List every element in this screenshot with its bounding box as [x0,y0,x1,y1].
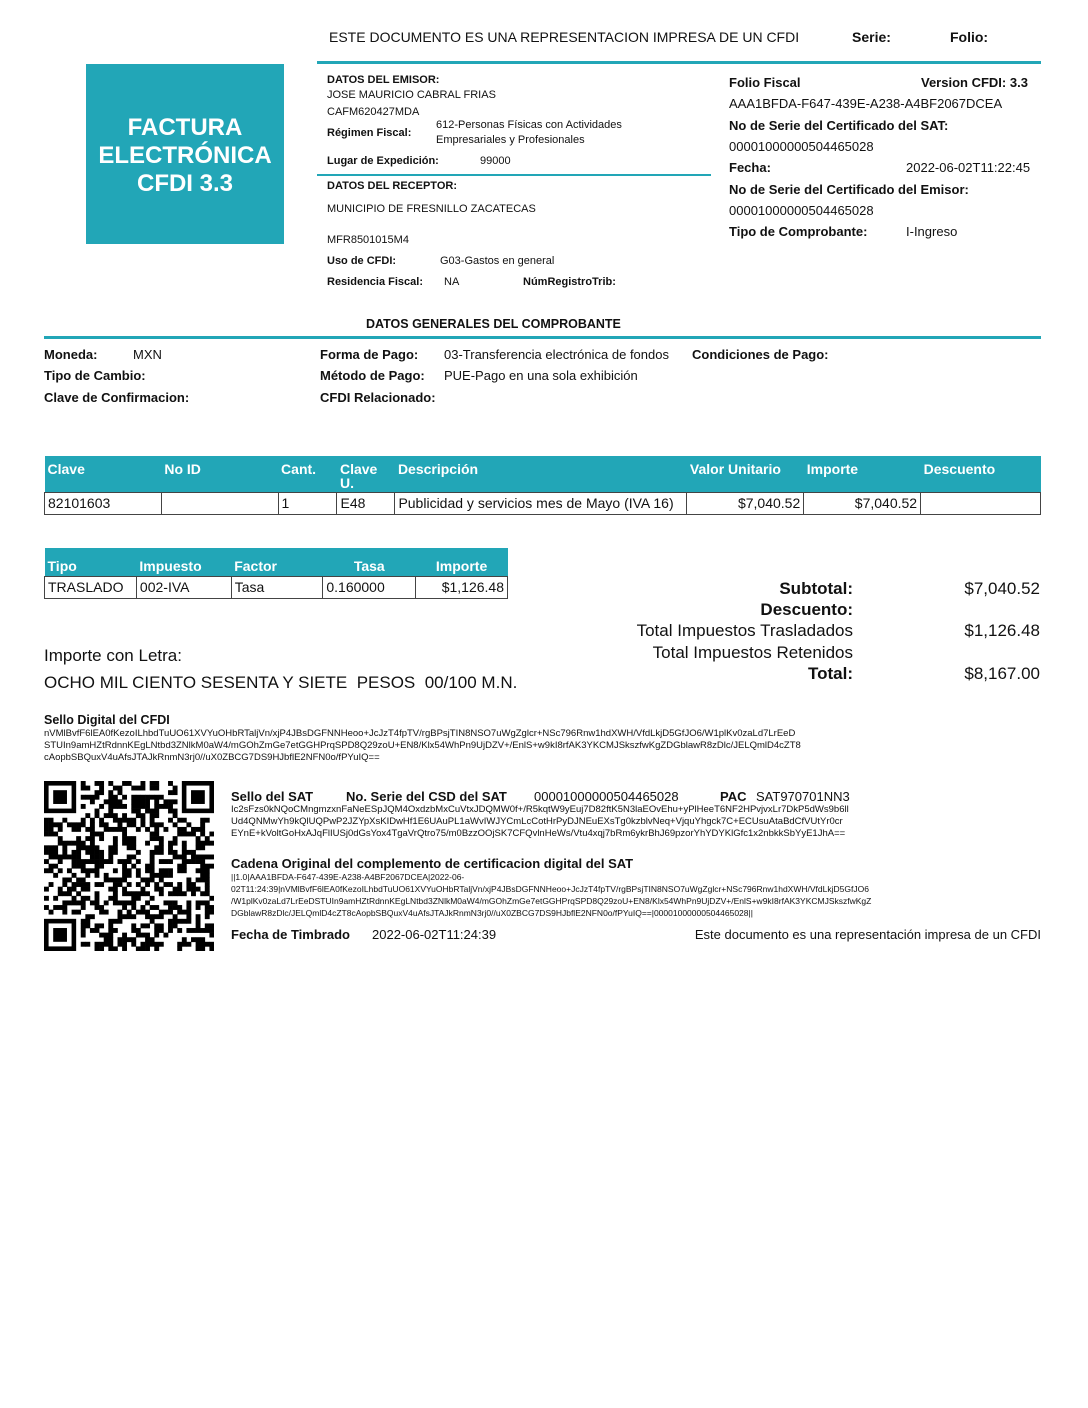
receptor-name: MUNICIPIO DE FRESNILLO ZACATECAS [327,203,536,215]
residencia-label: Residencia Fiscal: [327,276,423,288]
serie-label: Serie: [852,29,891,45]
moneda-value: MXN [133,347,162,362]
regimen-label: Régimen Fiscal: [327,127,412,139]
header-rule [317,61,1041,64]
cell-importe: $7,040.52 [804,492,921,514]
cert-sat-label: No de Serie del Certificado del SAT: [729,118,949,133]
table-row [45,576,508,598]
receptor-heading: DATOS DEL RECEPTOR: [327,180,457,192]
trasladados-value: $1,126.48 [964,621,1040,640]
folio-fiscal-value: AAA1BFDA-F647-439E-A238-A4BF2067DCEA [729,96,1003,111]
items-table [44,456,1041,515]
uso-cfdi-value: G03-Gastos en general [440,255,555,267]
residencia-value: NA [444,276,460,288]
cert-emisor-label: No de Serie del Certificado del Emisor: [729,182,969,197]
cert-emisor-value: 00001000000504465028 [729,203,874,218]
retenidos-label: Total Impuestos Retenidos [652,643,853,662]
moneda-label: Moneda: [44,347,98,362]
emisor-heading: DATOS DEL EMISOR: [327,74,440,86]
subtotal-label: Subtotal: [779,579,853,598]
tax-header-row [45,548,508,576]
cell-clave-u: E48 [337,492,395,514]
cell-cant: 1 [278,492,337,514]
total-label: Total: [807,664,853,683]
generales-rule [44,336,1041,339]
descuento-label: Descuento: [760,600,853,619]
metodo-pago-value: PUE-Pago en una sola exhibición [444,368,638,383]
col-clave-u: Clave U. [337,456,395,492]
factura-logo [86,64,284,244]
tipo-comprobante-label: Tipo de Comprobante: [729,224,868,239]
sello-sat-line-2: Ud4QNMwYh9kQlUQPwP2JZYpXsKIDwHf1E6UAuPL1aWvIWJYCmLcCotHrPyDJNEuEXsTg0kzblvNeq+VjquYhgck7C+ECUsuAtaBdCfVUtYr0cr [231,816,843,827]
sello-cfdi-line-3: cAopbSBQuxV4uAfsJTAJkRnmN3rj0//uX0ZBCG7DS9HJbflE2NFN0o/fPYuIQ== [44,752,380,763]
cell-tax-importe: $1,126.48 [416,576,508,598]
cell-no-id [161,492,278,514]
lugar-value: 99000 [480,155,511,167]
importe-letra-label: Importe con Letra: [44,646,182,665]
sello-sat-label: Sello del SAT [231,789,314,804]
col-descripcion: Descripción [395,456,687,492]
timbrado-notice: Este documento es una representación impresa de un CFDI [694,927,1041,942]
regimen-line-2: Empresariales y Profesionales [436,134,585,146]
total-value: $8,167.00 [964,664,1040,683]
folio-label: Folio: [950,29,989,45]
csd-sat-value: 00001000000504465028 [534,789,679,804]
trasladados-label: Total Impuestos Trasladados [636,621,853,640]
cell-descuento [921,492,1041,514]
logo-line-3: CFDI 3.3 [136,170,234,197]
version-label: Version CFDI: 3.3 [921,75,1028,90]
cell-factor: Tasa [231,576,323,598]
logo-line-2: ELECTRÓNICA [98,142,272,169]
cadena-line-3: /W1plKv0zaLd7LrEeDSTUIn9amHZtRdnnKEgLNtbd3ZNlkM0aW4/mGOhZmGe7etGGHPrqSPD8Q29zoU+EN8/Klx54WhPn9UjDZV+/EnlS+w9kI8rfAK3YKCMJSkszfwKgZ [231,896,872,906]
emisor-rule [317,174,711,176]
cell-tasa: 0.160000 [323,576,416,598]
forma-pago-value: 03-Transferencia electrónica de fondos [444,347,669,362]
forma-pago-label: Forma de Pago: [320,347,419,362]
fecha-value: 2022-06-02T11:22:45 [906,160,1031,175]
col-impuesto: Impuesto [136,548,231,576]
cadena-line-4: DGblawR8zDlc/JELQmlD4cZT8cAopbSBQuxV4uAfsJTAJkRnmN3rj0//uX0ZBCG7DS9HJbflE2NFN0o/fPYuIQ==|00001000000504465028|| [231,908,753,918]
col-no-id: No ID [161,456,278,492]
cert-sat-value: 00001000000504465028 [729,139,874,154]
numreg-label: NúmRegistroTrib: [523,276,616,288]
sello-sat-line-1: Ic2sFzs0kNQoCMngmzxnFaNeESpJQM4OxdzbMxCuVtxJDQMW0f+/R5kqtW9yEuj7D82ftK5N3laEOvEhu+yPlHeeT6NF2HPvjvxLr7DkP5dWs9b6ll [231,804,849,815]
tipo-comprobante-value: I-Ingreso [906,224,958,239]
folio-fiscal-label: Folio Fiscal [729,75,801,90]
emisor-rfc: CAFM620427MDA [327,106,420,118]
lugar-label: Lugar de Expedición: [327,155,439,167]
cadena-label: Cadena Original del complemento de certificacion digital del SAT [231,856,634,871]
col-tax-importe: Importe [416,548,508,576]
cell-clave: 82101603 [45,492,162,514]
pac-value: SAT970701NN3 [756,789,850,804]
cell-tipo: TRASLADO [45,576,137,598]
cell-valor-unitario: $7,040.52 [687,492,804,514]
timbrado-value: 2022-06-02T11:24:39 [372,927,497,942]
header-notice: ESTE DOCUMENTO ES UNA REPRESENTACION IMPRESA DE UN CFDI [329,29,800,45]
fecha-label: Fecha: [729,160,771,175]
csd-sat-label: No. Serie del CSD del SAT [346,789,507,804]
subtotal-value: $7,040.52 [964,579,1040,598]
table-row [45,492,1041,514]
col-importe: Importe [804,456,921,492]
sello-cfdi-label: Sello Digital del CFDI [44,713,170,727]
cadena-line-2: 02T11:24:39|nVMlBvfF6lEA0fKezoILhbdTuUO61XVYuOHbRTaljVn/xjP4JBsDGFNNHeoo+JcJzT4fpTV/rgBPsjTIN8NSO7uWgZglcr+NSc796Rnw1hdXWH/VfdLkjD5GfJO6 [231,884,869,894]
regimen-line-1: 612-Personas Físicas con Actividades [436,119,622,131]
col-factor: Factor [231,548,323,576]
emisor-name: JOSE MAURICIO CABRAL FRIAS [327,89,496,101]
items-header-row [45,456,1041,492]
tax-table [44,548,508,599]
col-tasa: Tasa [323,548,416,576]
col-tipo: Tipo [45,548,137,576]
cell-descripcion: Publicidad y servicios mes de Mayo (IVA 16) [395,492,687,514]
sello-sat-line-3: EYnE+kVoltGoHxAJqFlIUSj0dGsYox4TgaVrQtro75/m0BzzOOjSK7CFQvlnHeWs/Vtu4xqj7bRm6ykrBhJ69pzorYhYDYKlGfc1x2nbkkSbYyE1JhA== [231,828,846,839]
tipo-cambio-label: Tipo de Cambio: [44,368,146,383]
metodo-pago-label: Método de Pago: [320,368,425,383]
receptor-rfc: MFR8501015M4 [327,234,409,246]
pac-label: PAC [720,789,747,804]
col-cant: Cant. [278,456,337,492]
cfdi-relacionado-label: CFDI Relacionado: [320,390,436,405]
col-valor-unitario: Valor Unitario [687,456,804,492]
cadena-line-1: ||1.0|AAA1BFDA-F647-439E-A238-A4BF2067DCEA|2022-06- [231,872,465,882]
cell-impuesto: 002-IVA [136,576,231,598]
sello-cfdi-line-1: nVMlBvfF6lEA0fKezoILhbdTuUO61XVYuOHbRTaljVn/xjP4JBsDGFNNHeoo+JcJzT4fpTV/rgBPsjTIN8NSO7uWgZglcr+NSc796Rnw1hdXWH/VfdLkjD5GfJO6/W1plKv0zaLd7LrEeD [44,728,796,739]
logo-line-1: FACTURA [127,114,243,141]
clave-conf-label: Clave de Confirmacion: [44,390,190,405]
qr-code [44,781,214,951]
condiciones-pago-label: Condiciones de Pago: [692,347,829,362]
generales-heading: DATOS GENERALES DEL COMPROBANTE [366,317,621,331]
uso-cfdi-label: Uso de CFDI: [327,255,397,267]
col-clave: Clave [45,456,162,492]
timbrado-label: Fecha de Timbrado [231,927,350,942]
importe-letra-value: OCHO MIL CIENTO SESENTA Y SIETE PESOS 00/100 M.N. [44,673,518,692]
col-descuento: Descuento [921,456,1041,492]
sello-cfdi-line-2: STUIn9amHZtRdnnKEgLNtbd3ZNlkM0aW4/mGOhZmGe7etGGHPrqSPD8Q29zoU+EN8/Klx54WhPn9UjDZV+/EnlS+w9kI8rfAK3YKCMJSkszfwKgZDGblawR8zDlc/JELQmlD4cZT8 [44,740,801,751]
